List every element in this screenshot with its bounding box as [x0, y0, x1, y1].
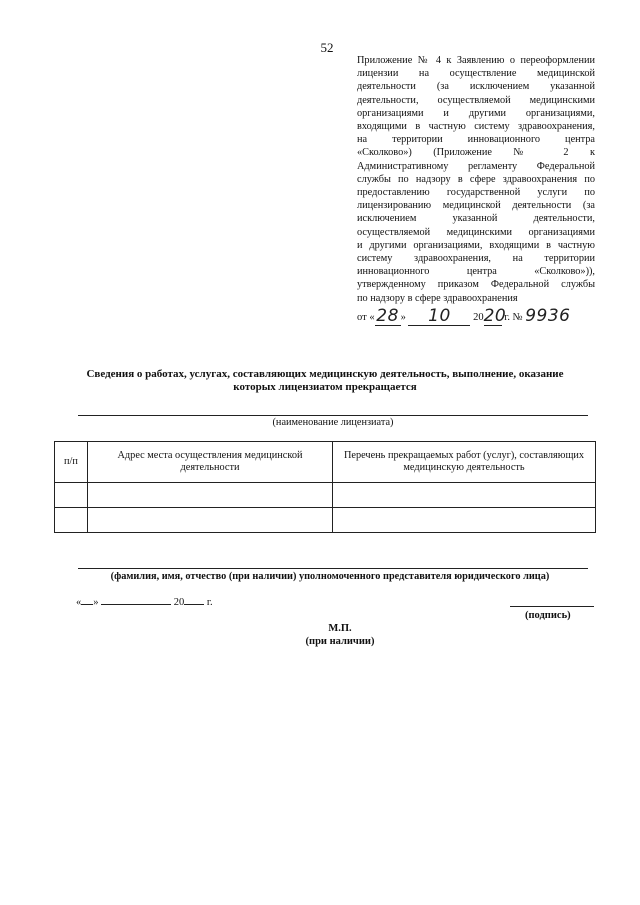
order-year-prefix: 20 — [473, 312, 484, 323]
appendix-line: Приложение № 4 к Заявлению о переоформлении — [357, 55, 595, 66]
table-cell[interactable] — [88, 483, 333, 508]
table-cell[interactable] — [55, 483, 88, 508]
services-table — [54, 441, 596, 533]
page-number: 52 — [320, 40, 334, 55]
appendix-line: исключением указанной деятельности, — [357, 213, 595, 225]
column-header-services: Перечень прекращаемых работ (услуг), составляющих медицинскую деятельность — [333, 442, 596, 483]
appendix-line: предоставлению государственной услуги по — [357, 187, 595, 199]
appendix-line: на территории инновационного центра — [357, 134, 595, 146]
order-day: 28 — [376, 306, 399, 326]
table-cell[interactable] — [88, 508, 333, 533]
table-header-row — [55, 442, 596, 483]
stamp-label: М.П. — [328, 623, 352, 634]
appendix-line: организациями и другими организациями, — [357, 107, 595, 119]
licensee-caption: (наименование лицензиата) — [272, 417, 394, 428]
heading-line: которых лицензиатом прекращается — [233, 381, 417, 393]
date-year-prefix: 20 — [173, 597, 185, 608]
stamp-note: (при наличии) — [305, 636, 375, 647]
representative-caption: (фамилия, имя, отчество (при наличии) уполномоченного представителя юридического лица) — [110, 571, 550, 582]
table-row — [55, 508, 596, 533]
appendix-line: лицензированию медицинской деятельности (за — [357, 200, 595, 212]
appendix-line: систему здравоохранения, на территории — [357, 253, 595, 265]
order-date-number — [357, 305, 597, 326]
appendix-line: осуществляемой медицинскими организациями — [357, 226, 595, 238]
signature-line — [510, 606, 594, 607]
signature-caption: (подпись) — [525, 610, 571, 621]
licensee-name-line — [78, 415, 588, 416]
appendix-line: входящими в частную систему здравоохранения, — [357, 121, 595, 133]
appendix-line: службы по надзору в сфере здравоохранения по — [357, 173, 595, 185]
table-row — [55, 483, 596, 508]
appendix-line: деятельности (за исключением указанной — [357, 81, 595, 93]
order-month: 10 — [428, 306, 451, 326]
section-heading — [60, 368, 590, 394]
appendix-line: деятельности, осуществляемой медицинскими — [357, 94, 595, 106]
order-number: 9936 — [525, 306, 571, 326]
order-year-suffix: 20 — [483, 306, 507, 326]
signature-date-line — [76, 597, 213, 608]
column-header-address: Адрес места осуществления медицинской деятельности — [88, 442, 333, 483]
appendix-line: «Сколково») (Приложение № 2 к — [357, 147, 595, 159]
appendix-line: утвержденному приказом Федеральной службы — [357, 279, 595, 291]
appendix-line: лицензии на осуществление медицинской — [357, 68, 595, 80]
appendix-line: и другими организациями, входящими в частную — [357, 239, 595, 251]
date-close-quote: » — [93, 597, 99, 608]
date-year-suffix: г. — [206, 597, 213, 608]
heading-line: Сведения о работах, услугах, составляющих медицинскую деятельность, выполнение, оказание — [86, 368, 564, 380]
order-number-label: г. № — [504, 312, 523, 323]
appendix-line: по надзору в сфере здравоохранения — [357, 292, 518, 304]
representative-name-line — [78, 568, 588, 569]
appendix-line: Административному регламенту Федеральной — [357, 160, 595, 172]
stamp-placeholder — [300, 622, 380, 648]
table-cell[interactable] — [333, 508, 596, 533]
appendix-reference — [357, 54, 595, 305]
date-open-quote: « — [76, 597, 82, 608]
table-cell[interactable] — [55, 508, 88, 533]
order-day-close: » — [400, 312, 406, 323]
order-prefix: от « — [357, 312, 375, 323]
table-cell[interactable] — [333, 483, 596, 508]
appendix-line: инновационного центра «Сколково»)), — [357, 266, 595, 278]
column-header-number: п/п — [55, 442, 88, 483]
